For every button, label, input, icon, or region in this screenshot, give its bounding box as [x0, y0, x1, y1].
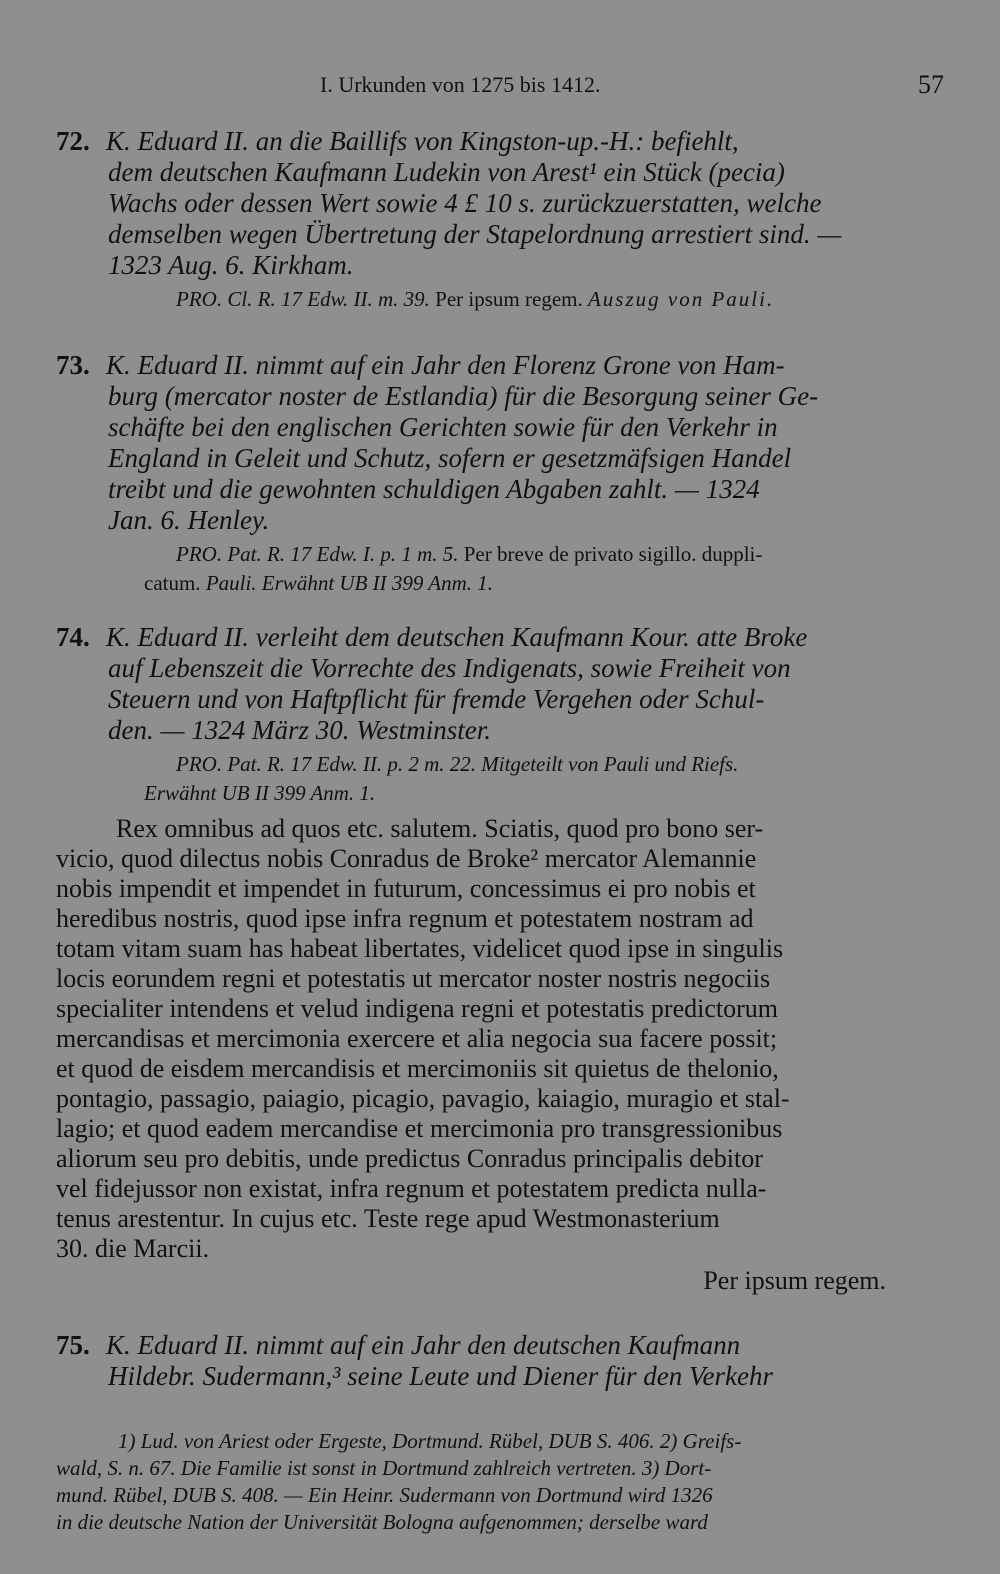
- source-roman: catum.: [144, 571, 201, 595]
- latin-line: mercandisas et mercimonia exercere et alia negocia sua facere possit;: [56, 1024, 778, 1053]
- regest-72: [56, 126, 948, 281]
- regest-line: Jan. 6. Henley.: [108, 505, 270, 535]
- footnote-line: in die deutsche Nation der Universität Bologna aufgenommen; derselbe ward: [56, 1510, 708, 1534]
- footnotes: [56, 1428, 948, 1536]
- source-note-cont: [56, 569, 948, 598]
- entry-72: [56, 126, 948, 314]
- source-tail: Pauli. Erwähnt UB II 399 Anm. 1.: [205, 571, 493, 595]
- entry-number: 73.: [56, 350, 90, 380]
- entry-74: [56, 622, 948, 808]
- source-roman: Per breve de privato sigillo. duppli-: [463, 542, 763, 566]
- source-note-cont: [56, 779, 948, 808]
- page-number: 57: [918, 70, 944, 99]
- source-note: [56, 540, 948, 569]
- regest-line: auf Lebenszeit die Vorrechte des Indigenats, sowie Freiheit von: [108, 653, 791, 683]
- source-note: [56, 285, 948, 314]
- footnote-line: wald, S. n. 67. Die Familie ist sonst in Dortmund zahlreich vertreten. 3) Dort-: [56, 1456, 712, 1480]
- latin-line: 30. die Marcii.: [56, 1234, 210, 1263]
- source-ref: PRO. Cl. R. 17 Edw. II. m. 39.: [176, 287, 430, 311]
- latin-line: Rex omnibus ad quos etc. salutem. Sciatis, quod pro bono ser-: [116, 814, 764, 843]
- running-title: I. Urkunden von 1275 bis 1412.: [320, 72, 601, 97]
- entry-number: 75.: [56, 1330, 90, 1360]
- regest-line: England in Geleit und Schutz, sofern er gesetzmäfsigen Handel: [108, 443, 792, 473]
- latin-line: specialiter intendens et velud indigena regni et potestatis predictorum: [56, 994, 778, 1023]
- latin-line: totam vitam suam has habeat libertates, videlicet quod ipse in singulis: [56, 934, 784, 963]
- latin-line: locis eorundem regni et potestatis ut mercator noster nostris negociis: [56, 964, 771, 993]
- latin-text: [56, 814, 948, 1296]
- entry-number: 72.: [56, 126, 90, 156]
- regest-line: K. Eduard II. an die Baillifs von Kingston-up.-H.: befiehlt,: [106, 126, 739, 156]
- latin-line: pontagio, passagio, paiagio, picagio, pavagio, kaiagio, muragio et stal-: [56, 1084, 790, 1113]
- footnote-line: mund. Rübel, DUB S. 408. — Ein Heinr. Sudermann von Dortmund wird 1326: [56, 1483, 713, 1507]
- regest-line: den. — 1324 März 30. Westminster.: [108, 715, 492, 745]
- page-header: [0, 70, 1000, 110]
- source-ref: PRO. Pat. R. 17 Edw. I. p. 1 m. 5.: [176, 542, 459, 566]
- source-roman: Per ipsum regem.: [435, 287, 583, 311]
- regest-line: K. Eduard II. verleiht dem deutschen Kaufmann Kour. atte Broke: [106, 622, 808, 652]
- regest-74: [56, 622, 948, 746]
- regest-line: schäfte bei den englischen Gerichten sowie für den Verkehr in: [108, 412, 778, 442]
- latin-line: vel fidejussor non existat, infra regnum et potestatem predicta nulla-: [56, 1174, 767, 1203]
- regest-75: [56, 1330, 948, 1392]
- latin-line: vicio, quod dilectus nobis Conradus de Broke² mercator Alemannie: [56, 844, 757, 873]
- latin-line: tenus arestentur. In cujus etc. Teste rege apud Westmonasterium: [56, 1204, 720, 1233]
- source-tail: Auszug von Pauli.: [587, 287, 775, 311]
- regest-73: [56, 350, 948, 536]
- closing-formula: Per ipsum regem.: [703, 1266, 886, 1295]
- entry-number: 74.: [56, 622, 90, 652]
- source-note: [56, 750, 948, 779]
- entry-75: [56, 1330, 948, 1392]
- regest-line: Wachs oder dessen Wert sowie 4 £ 10 s. zurückzuerstatten, welche: [108, 188, 822, 218]
- regest-line: 1323 Aug. 6. Kirkham.: [108, 250, 354, 280]
- latin-line: lagio; et quod eadem mercandise et mercimonia pro transgressionibus: [56, 1114, 783, 1143]
- regest-line: K. Eduard II. nimmt auf ein Jahr den Florenz Grone von Ham-: [106, 350, 785, 380]
- regest-line: demselben wegen Übertretung der Stapelordnung arrestiert sind. —: [108, 219, 842, 249]
- regest-line: burg (mercator noster de Estlandia) für die Besorgung seiner Ge-: [108, 381, 819, 411]
- regest-line: Steuern und von Haftpflicht für fremde Vergehen oder Schul-: [108, 684, 765, 714]
- latin-line: heredibus nostris, quod ipse infra regnum et potestatem nostram ad: [56, 904, 754, 933]
- latin-line: aliorum seu pro debitis, unde predictus Conradus principalis debitor: [56, 1144, 763, 1173]
- source-tail: Erwähnt UB II 399 Anm. 1.: [144, 781, 376, 805]
- regest-line: dem deutschen Kaufmann Ludekin von Arest¹ ein Stück (pecia): [108, 157, 785, 187]
- entry-73: [56, 350, 948, 598]
- latin-line: nobis impendit et impendet in futurum, concessimus ei pro nobis et: [56, 874, 756, 903]
- footnote-line: 1) Lud. von Ariest oder Ergeste, Dortmund. Rübel, DUB S. 406. 2) Greifs-: [118, 1429, 742, 1453]
- latin-line: et quod de eisdem mercandisis et mercimoniis sit quietus de thelonio,: [56, 1054, 779, 1083]
- regest-line: Hildebr. Sudermann,³ seine Leute und Diener für den Verkehr: [108, 1361, 773, 1391]
- regest-line: K. Eduard II. nimmt auf ein Jahr den deutschen Kaufmann: [106, 1330, 741, 1360]
- regest-line: treibt und die gewohnten schuldigen Abgaben zahlt. — 1324: [108, 474, 760, 504]
- source-ref: PRO. Pat. R. 17 Edw. II. p. 2 m. 22. Mitgeteilt von Pauli und Riefs.: [176, 752, 739, 776]
